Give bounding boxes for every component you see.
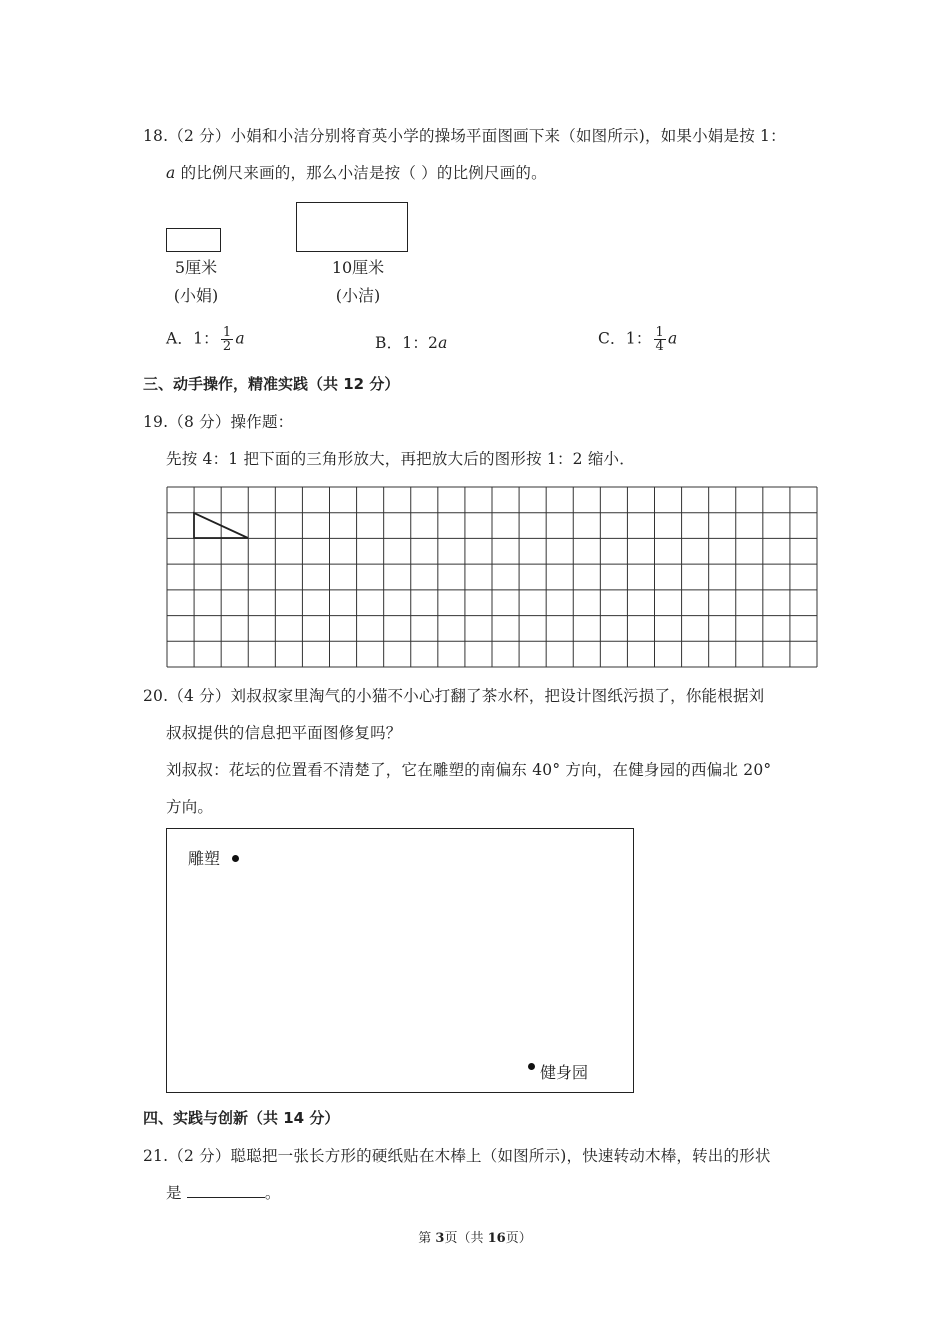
- answer-blank[interactable]: [187, 1183, 265, 1198]
- q19-title: 19.（8 分）操作题：: [143, 413, 294, 431]
- fraction-numerator: 1: [655, 325, 665, 340]
- large-rectangle-figure: [296, 202, 408, 252]
- q21-line1: 21.（2 分）聪聪把一张长方形的硬纸贴在木棒上（如图所示)，快速转动木棒，转出的形状: [143, 1147, 771, 1165]
- section-4-heading: 四、实践与创新（共 14 分）: [143, 1109, 340, 1127]
- q18-option-a[interactable]: [166, 326, 245, 353]
- option-a-var: a: [235, 329, 245, 348]
- footer-total-pages: 16: [487, 1231, 506, 1246]
- q18-option-a-prefix: A．1：: [166, 329, 219, 348]
- q18-line1: 18.（2 分）小娟和小洁分别将育英小学的操场平面图画下来（如图所示)，如果小娟是按 1：: [143, 127, 786, 145]
- q20-line4: 方向。: [166, 798, 214, 816]
- small-rect-length-label: 5厘米: [174, 258, 218, 277]
- q19-instruction: 先按 4：1 把下面的三角形放大，再把放大后的图形按 1：2 缩小．: [166, 450, 635, 468]
- q20-line1: 20.（4 分）刘叔叔家里淘气的小猫不小心打翻了茶水杯，把设计图纸污损了，你能根据刘: [143, 687, 765, 705]
- fraction-one-quarter: [654, 326, 666, 353]
- square-grid: [167, 487, 817, 667]
- large-rect-owner-label: (小洁): [335, 286, 381, 305]
- q18-var-a: a: [166, 164, 176, 182]
- q21-line2: [166, 1181, 281, 1203]
- q18-option-b-text: B．1：2: [375, 334, 439, 352]
- small-rect-owner-label: (小娟): [173, 286, 219, 305]
- q19-grid-figure: [166, 486, 818, 668]
- option-c-var: a: [668, 329, 678, 348]
- small-rectangle-figure: [166, 228, 221, 252]
- fraction-denominator: 2: [222, 339, 232, 354]
- page-footer: [0, 1227, 950, 1246]
- q21-prefix: 是: [166, 1184, 187, 1202]
- gym-point: [528, 1063, 535, 1070]
- fraction-denominator: 4: [655, 339, 665, 354]
- section-3-heading: 三、动手操作，精准实践（共 12 分）: [143, 375, 400, 393]
- footer-prefix: 第: [418, 1231, 436, 1246]
- q21-suffix: 。: [264, 1184, 281, 1202]
- q18-line2-rest: 的比例尺来画的，那么小洁是按（ ）的比例尺画的。: [175, 164, 547, 182]
- sculpture-label: 雕塑: [188, 849, 221, 868]
- q20-map-frame: [166, 828, 634, 1093]
- fraction-one-half: [221, 326, 233, 353]
- sculpture-point: [232, 855, 239, 862]
- q18-option-b[interactable]: [375, 331, 448, 353]
- option-b-var: a: [438, 334, 448, 352]
- q18-line2: [166, 161, 547, 183]
- q20-line3: 刘叔叔：花坛的位置看不清楚了，它在雕塑的南偏东 40° 方向，在健身园的西偏北 20°: [166, 761, 772, 779]
- q18-option-c[interactable]: [598, 326, 677, 353]
- q20-line2: 叔叔提供的信息把平面图修复吗？: [166, 724, 402, 742]
- gym-label: 健身园: [540, 1063, 589, 1082]
- q18-option-c-prefix: C．1：: [598, 329, 652, 348]
- large-rect-length-label: 10厘米: [331, 258, 385, 277]
- footer-suffix: 页）: [505, 1231, 532, 1246]
- fraction-numerator: 1: [222, 325, 232, 340]
- footer-middle: 页（共: [444, 1231, 488, 1246]
- footer-page-number: 3: [435, 1231, 445, 1246]
